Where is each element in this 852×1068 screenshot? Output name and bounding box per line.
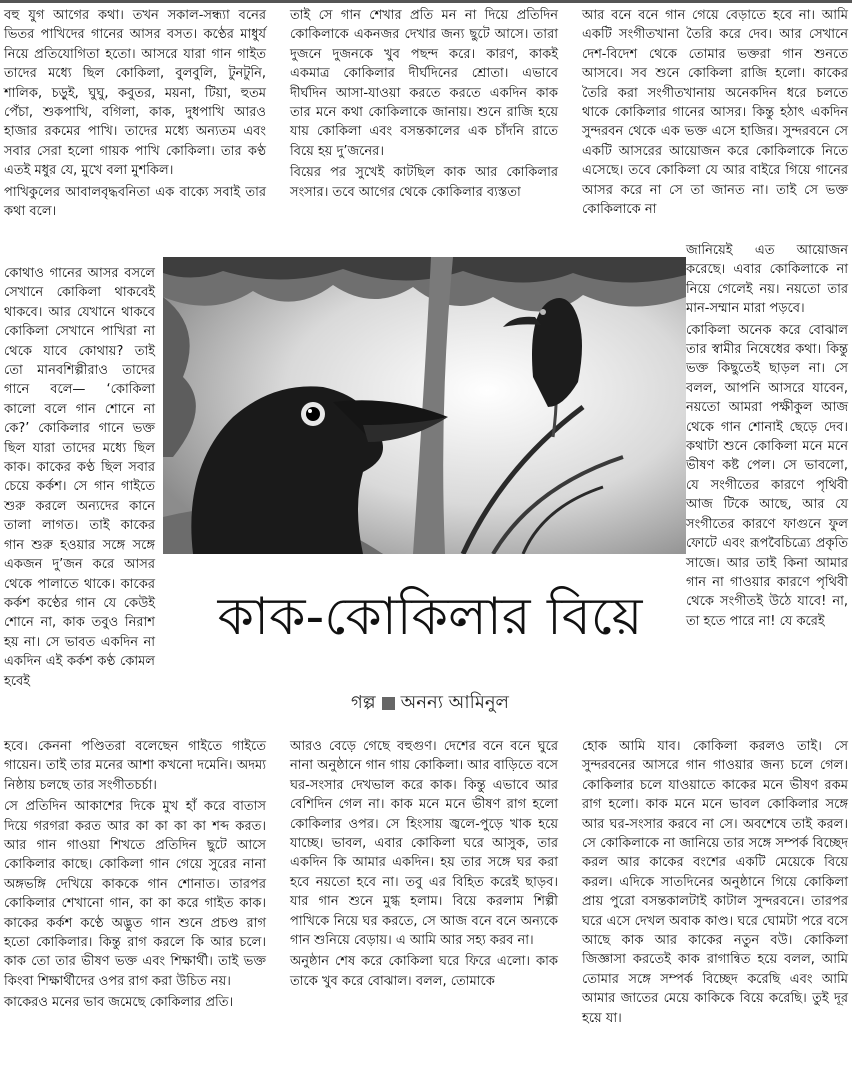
column-2-bottom <box>290 737 558 991</box>
crow-illustration <box>163 257 686 554</box>
column-3-bottom <box>582 737 848 1028</box>
paragraph: আর বনে বনে গান গেয়ে বেড়াতে হবে না। আমি একটি সংগীতখানা তৈরি করে দেব। আর সেখানে দেশ-বিদেশ থেকে তোমার ভক্তরা গান শুনতে আসবে। সব শুনে কোকিলা রাজি হলো। কাকের তৈরি করা সংগীতখানায় অনেকদিন ধরে চলতে থাকে কোকিলার গানের আসর। কিন্তু হঠাৎ একদিন সুন্দরবন থেকে এক ভক্ত এসে হাজির। সুন্দরবনে সে একটি আসরের আয়োজন করে কোকিলাকে নিতে এসেছে। তবে কোকিলা যে আর বাইরে গিয়ে গানের আসর করে না সে তা জানত না। তাই সে ভক্ত কোকিলাকে না <box>582 8 848 218</box>
column-3-top <box>582 6 848 219</box>
byline <box>290 690 570 716</box>
article-title: কাক-কোকিলার বিয়ে <box>217 587 643 647</box>
separator-square <box>382 697 395 710</box>
author-name: অনন্য আমিনুল <box>400 692 509 713</box>
column-3-narrow <box>686 241 848 631</box>
paragraph: বহু যুগ আগের কথা। তখন সকাল-সন্ধ্যা বনের ভিতর পাখিদের গানের আসর বসত। কণ্ঠের মাধুর্য নিয়ে প্রতিযোগিতা হতো। আসরে যারা গান গাইত তাদের মধ্যে ছিল কোকিলা, বুলবুলি, টুনটুনি, শালিক, চড়ুই, ঘুঘু, কবুতর, ময়না, টিয়া, হুতম পেঁচা, শুকপাখি, বগিলা, কাক, দুধপাখি আরও হাজার রকমের পাখি। তাদের মধ্যে অন্যতম এবং সবার সেরা হলো গায়ক পাখি কোকিলা। তার কণ্ঠ এতই মধুর যে, মুখে বলা মুশকিল। <box>4 8 266 179</box>
column-1-narrow <box>4 264 155 691</box>
paragraph: বিয়ের পর সুখেই কাটছিল কাক আর কোকিলার সংসার। তবে আগের থেকে কোকিলার ব্যস্ততা <box>290 165 558 200</box>
paragraph: হবে। কেননা পণ্ডিতরা বলেছেন গাইতে গাইতে গায়েন। তাই তার মনের আশা কখনো দমেনি। অদম্য নিষ্ঠায় চলছে তার সংগীতচর্চা। <box>4 739 266 793</box>
paragraph: কাকেরও মনের ভাব জমেছে কোকিলার প্রতি। <box>4 995 234 1011</box>
column-1-top <box>4 6 266 221</box>
paragraph: পাখিকুলের আবালবৃদ্ধবনিতা এক বাক্যে সবাই তার কথা বলে। <box>4 184 266 220</box>
paragraph: কোকিলা অনেক করে বোঝাল তার স্বামীর নিষেধের কথা। কিন্তু ভক্ত কিছুতেই ছাড়ল না। সে বলল, আপনি আসরে যাবেন, নয়তো আমরা পক্ষীকুল আজ থেকে গান শোনাই ছেড়ে দেব। কথাটা শুনে কোকিলা মনে মনে ভীষণ কষ্ট পেল। সে ভাবলো, যে সংগীতের কারণে পৃথিবী আজ টিকে আছে, আর যে সংগীতের কারণে ফাগুনে ফুল ফোটে এবং রূপবৈচিত্র্যে প্রকৃতি সাজে। আর তাই কিনা আমার গান না গাওয়ার কারণে পৃথিবী থেকে সংগীতই উঠে যাবে! না, তা হতে পারে না! যে করেই <box>686 322 848 629</box>
paragraph: তাই সে গান শেখার প্রতি মন না দিয়ে প্রতিদিন কোকিলাকে একনজর দেখার জন্য ছুটে আসে। তারা দুজনে দুজনকে খুব পছন্দ করে। কারণ, কাকই একমাত্র কোকিলার দীর্ঘদিনের শ্রোতা। এভাবে দীর্ঘদিন আসা-যাওয়া করতে করতে একদিন কাক তার মনে কথা কোকিলাকে জানায়। শুনে রাজি হয়ে যায় কোকিলা এবং বসন্তকালের এক চাঁদনি রাতে বিয়ে হয় দু’জনের। <box>290 8 558 159</box>
genre-label: গল্প <box>351 692 376 713</box>
paragraph: অনুষ্ঠান শেষ করে কোকিলা ঘরে ফিরে এলো। কাক তাকে খুব করে বোঝাল। বলল, তোমাকে <box>290 954 558 989</box>
paragraph: আরও বেড়ে গেছে বহুগুণ। দেশের বনে বনে ঘুরে নানা অনুষ্ঠানে গান গায় কোকিলা। আর বাড়িতে বসে ঘর-সংসার দেখভাল করে কাক। কিন্তু এভাবে আর বেশিদিন গেল না। কাক মনে মনে ভীষণ রাগ হলো কোকিলার ওপর। সে হিংসায় জ্বলে-পুড়ে খাক হয়ে যাচ্ছে। ভাবল, এবার কোকিলা ঘরে আসুক, তার একদিন কি আমার একদিন। হয় তার সঙ্গে ঘর করা হবে নয়তো হবে না। তবু এর বিহিত করেই ছাড়ব। যার গান শুনে মুগ্ধ হলাম। বিয়ে করলাম শিল্পী পাখিকে নিয়ে ঘর করতে, সে আজ বনে বনে অন্যকে গান শুনিয়ে বেড়ায়। এ আমি আর সহ্য করব না। <box>290 739 558 949</box>
column-1-bottom <box>4 737 266 1013</box>
paragraph: হোক আমি যাব। কোকিলা করলও তাই। সে সুন্দরবনের আসরে গান গাওয়ার জন্য চলে গেল। কোকিলার চলে যাওয়াতে কাকের মনে ভীষণ রকম রাগ হলো। কাক মনে মনে ভাবল কোকিলার সঙ্গে আর ঘর-সংসার করবে না সে। অবশেষে তাই করল। সে কোকিলাকে না জানিয়ে তার সঙ্গে সম্পর্ক বিচ্ছেদ করল আর কাকের বংশের একটি মেয়েকে বিয়ে করল। এদিকে সাতদিনের অনুষ্ঠানে গিয়ে কোকিলা প্রায় পুরো বসন্তকালটাই কাটাল সুন্দরবনে। তারপর ঘরে এসে দেখল অবাক কাণ্ড। ঘরে ঘোমটা পরে বসে আছে কাক আর কাকের নতুন বউ। কোকিলা জিজ্ঞাসা করতেই কাক রাগান্বিত হয়ে বলল, আমি তোমার সঙ্গে সম্পর্ক বিচ্ছেদ করেছি এবং আমি আমার জাতের মেয়ে কাকিকে বিয়ে করেছি। তুই দূর হয়ে যা। <box>582 739 848 1026</box>
paragraph: জানিয়েই এত আয়োজন করেছে। এবার কোকিলাকে না নিয়ে গেলেই নয়। নয়তো তার মান-সম্মান মারা পড়বে। <box>686 243 848 317</box>
column-2-top <box>290 6 558 202</box>
paragraph: সে প্রতিদিন আকাশের দিকে মুখ হাঁ করে বাতাস দিয়ে গরগরা করত আর কা কা কা কা শব্দ করত। আর গান গাওয়া শিখতে প্রতিদিন ছুটে আসে কোকিলার কাছে। কোকিলা গান গেয়ে সুরের নানা অঙ্গভঙ্গি দেখিয়ে কাককে গান শোনাত। তারপর কোকিলার শেখানো গান, কা কা করে গাইত কাক। কাকের কর্কশ কণ্ঠে অদ্ভুত গান শুনে প্রচণ্ড রাগ হতো কোকিলার। কিন্তু রাগ করলে কি আর চলে। কাক তো তার ভীষণ ভক্ত এবং শিক্ষার্থী। তাই ভক্ত কিংবা শিক্ষার্থীদের ওপর রাগ করা উচিত নয়। <box>4 799 266 989</box>
paragraph: কোথাও গানের আসর বসলে সেখানে কোকিলা থাকবেই থাকবে। আর যেখানে থাকবে কোকিলা সেখানে পাখিরা না থেকে যাবে কোথায়? তাই তো মানবশিল্পীরাও তাদের গানে বলে— ‘কোকিলা কালো বলে গান শোনে না কে?’ কোকিলার গানে ভক্ত ছিল যারা তাদের মধ্যে ছিল কাক। কাকের কণ্ঠ ছিল সবার চেয়ে কর্কশ। সে গান গাইতে শুরু করলে অন্যদের কানে তালা লাগত। তাই কাকের গান শুরু হওয়ার সঙ্গে সঙ্গে একজন দু’জন করে আসর থেকে পালাতে থাকে। কাকের কর্কশ কণ্ঠের গান যে কেউই শোনে না, কাক তবুও নিরাশ হয় না। সে ভাবত একদিন না একদিন এই কর্কশ কণ্ঠ কোমল হবেই <box>4 266 155 689</box>
crows-image <box>163 257 686 554</box>
top-rule <box>0 0 852 3</box>
